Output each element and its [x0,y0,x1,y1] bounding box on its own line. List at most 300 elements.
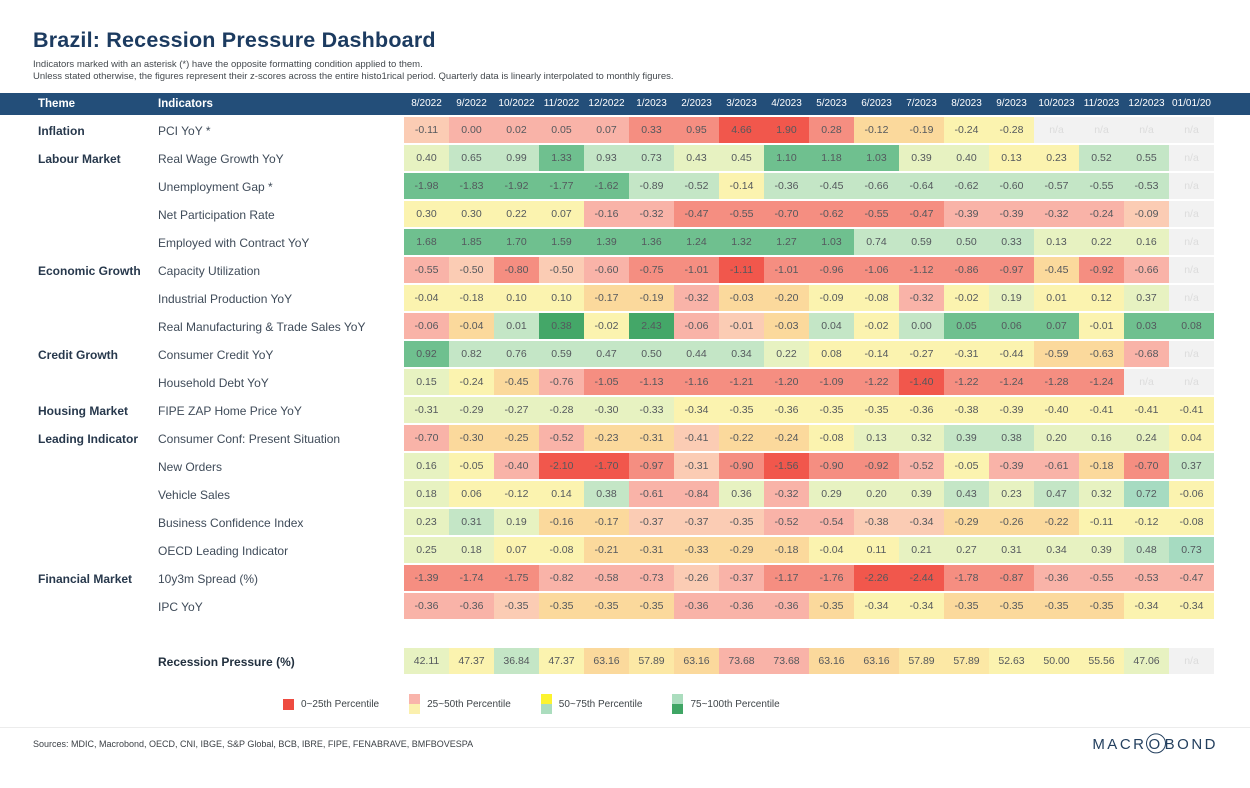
month-column-header: 11/2022 [543,98,580,109]
table-row [0,537,1250,565]
value-cell: -0.37 [719,565,764,591]
value-cell: -1.21 [719,369,764,395]
value-cell: 0.23 [989,481,1034,507]
value-cell: -0.55 [854,201,899,227]
legend-item [409,694,511,714]
value-cell: -0.27 [899,341,944,367]
value-cell: -0.66 [1124,257,1169,283]
table-row [0,257,1250,285]
value-cell: -0.52 [899,453,944,479]
value-cell: -1.12 [899,257,944,283]
value-cell: -1.92 [494,173,539,199]
value-cell: 0.82 [449,341,494,367]
value-cell: -1.06 [854,257,899,283]
value-cell: -0.29 [944,509,989,535]
value-cell: 0.13 [854,425,899,451]
value-cell: 0.27 [944,537,989,563]
value-cell: 0.73 [1169,537,1214,563]
value-cells [404,425,1214,451]
value-cell: 0.37 [1124,285,1169,311]
value-cell: -0.86 [944,257,989,283]
value-cell: -0.24 [449,369,494,395]
value-cell: 47.37 [539,648,584,674]
value-cell: -0.80 [494,257,539,283]
value-cell: 0.12 [1079,285,1124,311]
value-cell: -0.12 [1124,509,1169,535]
value-cell: n/a [1169,648,1214,674]
value-cell: 0.32 [899,425,944,451]
value-cell: -0.02 [584,313,629,339]
value-cell: 0.74 [854,229,899,255]
value-cell: -0.32 [629,201,674,227]
value-cell: 47.06 [1124,648,1169,674]
value-cell: -0.39 [944,201,989,227]
value-cell: -1.76 [809,565,854,591]
table-row [0,341,1250,369]
value-cell: -0.32 [899,285,944,311]
value-cell: -0.23 [584,425,629,451]
value-cell: 2.43 [629,313,674,339]
month-column-header: 11/2023 [1083,98,1120,109]
value-cell: -0.38 [854,509,899,535]
month-column-header: 10/2022 [498,98,535,109]
value-cell: 0.36 [719,481,764,507]
indicator-label: Household Debt YoY [158,376,269,390]
legend [283,692,780,716]
value-cell: 55.56 [1079,648,1124,674]
value-cell: -0.70 [1124,453,1169,479]
value-cell: -0.35 [1034,593,1079,619]
value-cell: 0.93 [584,145,629,171]
value-cell: -0.97 [989,257,1034,283]
value-cell: -0.21 [584,537,629,563]
value-cell: -0.59 [1034,341,1079,367]
value-cell: 0.06 [989,313,1034,339]
value-cell: 0.95 [674,117,719,143]
value-cell: -0.19 [629,285,674,311]
value-cell: -0.89 [629,173,674,199]
month-column-header: 2/2023 [681,98,712,109]
value-cell: n/a [1169,285,1214,311]
value-cell: -0.90 [719,453,764,479]
value-cell: n/a [1034,117,1079,143]
value-cell: 0.13 [1034,229,1079,255]
value-cell: 0.45 [719,145,764,171]
value-cell: 36.84 [494,648,539,674]
value-cell: -0.70 [764,201,809,227]
value-cell: -0.08 [539,537,584,563]
value-cell: -0.34 [674,397,719,423]
value-cell: 0.33 [629,117,674,143]
legend-swatch [409,704,420,714]
logo-text-right: BOND [1164,736,1218,753]
value-cell: -0.36 [899,397,944,423]
value-cell: -0.34 [1124,593,1169,619]
value-cell: 1.24 [674,229,719,255]
value-cells [404,648,1214,674]
value-cell: -0.82 [539,565,584,591]
value-cell: 0.13 [989,145,1034,171]
indicator-label: Capacity Utilization [158,264,261,278]
value-cell: 0.05 [944,313,989,339]
value-cell: -0.11 [404,117,449,143]
value-cells [404,145,1214,171]
value-cell: -1.09 [809,369,854,395]
table-header [0,93,1250,115]
theme-label: Leading Indicator [38,432,139,446]
value-cell: 0.25 [404,537,449,563]
value-cell: 0.34 [1034,537,1079,563]
table-row [0,481,1250,509]
value-cell: 0.19 [989,285,1034,311]
logo-circled-o: O [1146,736,1164,753]
value-cells [404,509,1214,535]
value-cell: 0.14 [539,481,584,507]
value-cell: -0.90 [809,453,854,479]
value-cell: -0.33 [629,397,674,423]
value-cell: -2.10 [539,453,584,479]
value-cell: 0.50 [629,341,674,367]
value-cells [404,369,1214,395]
value-cell: -1.39 [404,565,449,591]
value-cell: 1.39 [584,229,629,255]
value-cell: 0.10 [494,285,539,311]
value-cell: -0.30 [449,425,494,451]
value-cell: -0.20 [764,285,809,311]
legend-swatch [283,699,294,710]
value-cell: 0.20 [1034,425,1079,451]
value-cell: -0.40 [1034,397,1079,423]
theme-label: Economic Growth [38,264,141,278]
theme-label: Financial Market [38,572,133,586]
value-cells [404,481,1214,507]
value-cell: -0.57 [1034,173,1079,199]
value-cell: -0.39 [989,201,1034,227]
value-cell: -0.31 [944,341,989,367]
column-header-theme: Theme [38,98,76,110]
legend-label: 0~25th Percentile [301,698,380,710]
table-row [0,453,1250,481]
indicator-label: Net Participation Rate [158,208,275,222]
page-title: Brazil: Recession Pressure Dashboard [33,28,436,52]
value-cell: 0.37 [1169,453,1214,479]
value-cell: -0.36 [719,593,764,619]
value-cell: -0.37 [629,509,674,535]
value-cell: n/a [1169,145,1214,171]
month-column-header: 6/2023 [861,98,892,109]
value-cell: -0.35 [1079,593,1124,619]
value-cell: -1.01 [674,257,719,283]
value-cell: 63.16 [854,648,899,674]
value-cells [404,257,1214,283]
value-cell: -1.78 [944,565,989,591]
value-cell: -0.38 [944,397,989,423]
value-cell: -1.70 [584,453,629,479]
indicator-label: PCI YoY * [158,124,211,138]
value-cell: -0.45 [494,369,539,395]
value-cell: -1.40 [899,369,944,395]
value-cells [404,229,1214,255]
subtitle-line-1: Indicators marked with an asterisk (*) have the opposite formatting condition applied to them. [33,59,423,70]
value-cell: -0.30 [584,397,629,423]
value-cell: 0.28 [809,117,854,143]
value-cell: -0.47 [1169,565,1214,591]
value-cell: -0.22 [1034,509,1079,535]
value-cell: -0.41 [1169,397,1214,423]
value-cell: -0.35 [584,593,629,619]
indicator-label: Consumer Credit YoY [158,348,274,362]
value-cell: -0.55 [1079,565,1124,591]
value-cell: 63.16 [584,648,629,674]
table-row [0,229,1250,257]
value-cell: 0.16 [1124,229,1169,255]
value-cell: n/a [1169,257,1214,283]
macrobond-logo [1092,736,1218,753]
value-cell: 52.63 [989,648,1034,674]
value-cell: -0.03 [719,285,764,311]
value-cell: -0.66 [854,173,899,199]
legend-swatch-stack [283,699,294,710]
value-cell: -0.36 [404,593,449,619]
value-cell: -0.28 [989,117,1034,143]
value-cell: 1.36 [629,229,674,255]
value-cell: -0.03 [764,313,809,339]
value-cell: -0.61 [1034,453,1079,479]
value-cell: -0.16 [584,201,629,227]
value-cell: n/a [1079,117,1124,143]
value-cell: -0.62 [944,173,989,199]
theme-label: Labour Market [38,152,121,166]
value-cell: -0.35 [539,593,584,619]
value-cell: 0.06 [449,481,494,507]
value-cell: 0.04 [1169,425,1214,451]
value-cells [404,285,1214,311]
value-cell: -1.83 [449,173,494,199]
value-cell: -0.12 [494,481,539,507]
value-cell: -0.22 [719,425,764,451]
legend-item [283,699,379,710]
value-cell: -0.52 [674,173,719,199]
value-cell: -0.54 [809,509,854,535]
value-cell: -0.41 [1124,397,1169,423]
value-cell: n/a [1124,117,1169,143]
value-cell: -0.92 [1079,257,1124,283]
legend-item [672,694,779,714]
value-cell: 0.34 [719,341,764,367]
month-column-header: 12/2022 [588,98,625,109]
value-cell: n/a [1169,229,1214,255]
indicator-label: Consumer Conf: Present Situation [158,432,341,446]
value-cell: -0.35 [809,397,854,423]
value-cell: 1.18 [809,145,854,171]
value-cell: -0.35 [989,593,1034,619]
value-cell: -0.26 [674,565,719,591]
value-cell: 0.76 [494,341,539,367]
value-cell: -0.60 [989,173,1034,199]
indicator-label: Real Wage Growth YoY [158,152,284,166]
month-column-headers [404,93,1214,115]
value-cell: -1.98 [404,173,449,199]
legend-swatch [541,694,552,704]
value-cell: -0.35 [944,593,989,619]
value-cell: -0.18 [1079,453,1124,479]
value-cell: 0.22 [764,341,809,367]
value-cell: -0.61 [629,481,674,507]
value-cell: -0.36 [764,397,809,423]
month-column-header: 9/2023 [996,98,1027,109]
value-cell: n/a [1124,369,1169,395]
value-cell: -0.27 [494,397,539,423]
value-cell: -0.52 [764,509,809,535]
indicator-label: IPC YoY [158,600,203,614]
logo-ring-icon [1146,733,1166,753]
value-cell: -0.02 [944,285,989,311]
value-cell: -0.31 [629,425,674,451]
value-cell: -0.04 [809,537,854,563]
indicator-label: OECD Leading Indicator [158,544,289,558]
indicator-label: Recession Pressure (%) [158,655,295,669]
value-cell: 0.01 [1034,285,1079,311]
value-cell: -0.41 [674,425,719,451]
value-cell: 0.22 [1079,229,1124,255]
value-cell: -0.14 [854,341,899,367]
month-column-header: 01/01/20 [1172,98,1211,109]
value-cell: 1.03 [809,229,854,255]
value-cell: -0.29 [449,397,494,423]
value-cell: 0.50 [944,229,989,255]
value-cell: 1.68 [404,229,449,255]
indicator-label: New Orders [158,460,223,474]
value-cell: -0.55 [719,201,764,227]
value-cell: -0.37 [674,509,719,535]
summary-row [0,648,1250,676]
value-cell: 63.16 [809,648,854,674]
table-row [0,285,1250,313]
table-row [0,313,1250,341]
value-cell: 0.40 [944,145,989,171]
value-cell: 0.03 [1124,313,1169,339]
value-cell: 0.40 [404,145,449,171]
value-cell: 73.68 [719,648,764,674]
value-cell: 0.52 [1079,145,1124,171]
legend-label: 75~100th Percentile [690,698,780,710]
value-cells [404,565,1214,591]
subtitle-line-2: Unless stated otherwise, the figures represent their z-scores across the entire histo1rical period. Quarterly data is linearly interpolated to monthly figures. [33,71,674,82]
column-header-indicators: Indicators [158,98,213,110]
value-cell: -0.04 [404,285,449,311]
value-cell: -0.35 [719,509,764,535]
value-cell: -0.55 [404,257,449,283]
value-cell: -0.29 [719,537,764,563]
legend-swatch [409,694,420,704]
value-cell: 1.27 [764,229,809,255]
value-cells [404,341,1214,367]
value-cell: 0.48 [1124,537,1169,563]
value-cell: -0.45 [809,173,854,199]
value-cell: -1.01 [764,257,809,283]
value-cell: 42.11 [404,648,449,674]
sources-text: Sources: MDIC, Macrobond, OECD, CNI, IBGE, S&P Global, BCB, IBRE, FIPE, FENABRAVE, BMFBOVESPA [33,739,474,749]
value-cell: -1.17 [764,565,809,591]
value-cell: 0.24 [1124,425,1169,451]
value-cell: 0.59 [899,229,944,255]
legend-swatch-stack [409,694,420,714]
value-cell: -0.36 [674,593,719,619]
value-cell: -0.39 [989,453,1034,479]
theme-label: Credit Growth [38,348,118,362]
value-cell: 0.39 [899,145,944,171]
value-cell: 0.43 [944,481,989,507]
month-column-header: 1/2023 [636,98,667,109]
value-cell: 47.37 [449,648,494,674]
value-cell: 0.33 [989,229,1034,255]
value-cell: -0.75 [629,257,674,283]
value-cell: 0.16 [1079,425,1124,451]
legend-swatch-stack [541,694,552,714]
month-column-header: 12/2023 [1128,98,1165,109]
value-cell: -0.73 [629,565,674,591]
value-cell: -0.01 [719,313,764,339]
value-cell: 0.30 [449,201,494,227]
value-cell: -0.44 [989,341,1034,367]
value-cell: -0.36 [764,173,809,199]
value-cell: 0.11 [854,537,899,563]
value-cell: -0.41 [1079,397,1124,423]
value-cell: -0.35 [809,593,854,619]
value-cell: -0.24 [1079,201,1124,227]
value-cell: -0.58 [584,565,629,591]
value-cell: -0.35 [494,593,539,619]
value-cell: -0.64 [899,173,944,199]
month-column-header: 7/2023 [906,98,937,109]
indicator-label: Vehicle Sales [158,488,231,502]
value-cell: 0.20 [854,481,899,507]
value-cell: -1.13 [629,369,674,395]
value-cell: -0.05 [944,453,989,479]
value-cell: 0.18 [404,481,449,507]
value-cell: -0.11 [1079,509,1124,535]
month-column-header: 8/2023 [951,98,982,109]
value-cell: 57.89 [629,648,674,674]
value-cell: -1.75 [494,565,539,591]
value-cell: 1.85 [449,229,494,255]
value-cell: -0.06 [674,313,719,339]
value-cell: -0.36 [1034,565,1079,591]
value-cell: -0.34 [899,593,944,619]
value-cell: -0.53 [1124,565,1169,591]
value-cell: -0.25 [494,425,539,451]
value-cell: 0.99 [494,145,539,171]
footer-divider [0,727,1250,728]
value-cell: -0.32 [674,285,719,311]
value-cell: 1.03 [854,145,899,171]
value-cell: 0.07 [494,537,539,563]
value-cell: 0.22 [494,201,539,227]
value-cell: -0.18 [449,285,494,311]
value-cell: 1.10 [764,145,809,171]
value-cell: 0.15 [404,369,449,395]
table-row [0,565,1250,593]
indicator-label: Unemployment Gap * [158,180,273,194]
month-column-header: 9/2022 [456,98,487,109]
value-cells [404,453,1214,479]
value-cell: -0.60 [584,257,629,283]
value-cell: -0.09 [809,285,854,311]
value-cell: -1.24 [989,369,1034,395]
value-cell: -0.01 [1079,313,1124,339]
value-cell: 73.68 [764,648,809,674]
table-row [0,593,1250,621]
